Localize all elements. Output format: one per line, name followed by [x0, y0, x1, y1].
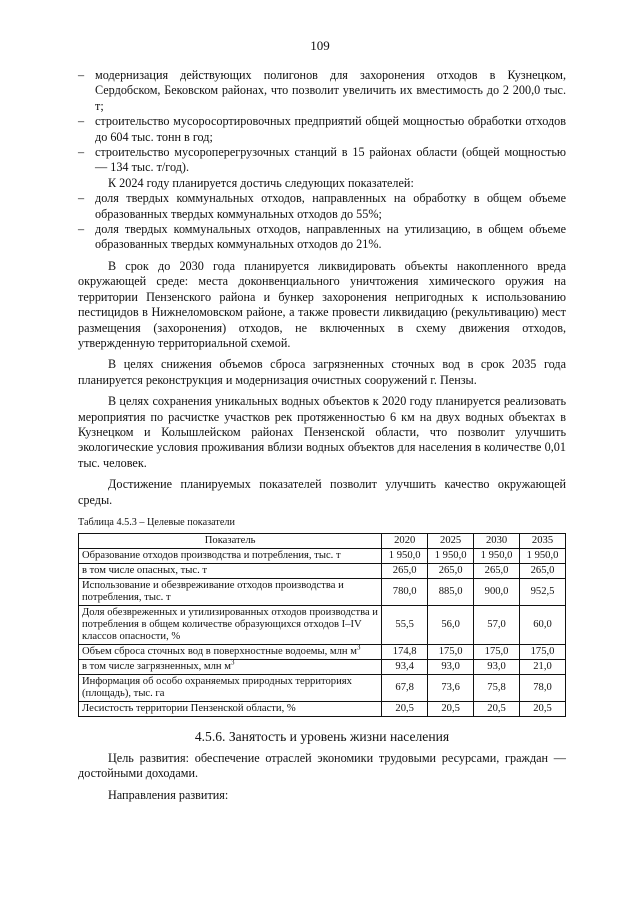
- indicator-name-text: Объем сброса сточных вод в поверхностные водоемы, млн м: [82, 646, 357, 658]
- paragraph-2020: В целях сохранения уникальных водных объектов к 2020 году планируется реализовать мероприятия по расчистке участков рек протяженностью 6 км на двух водных объектах в Кузнецком и Колышлейском районах Пензенской области, что позволит улучшить экологические условия проживания вблизи водных объектов для населения в количестве 0,01 тыс. человек.: [78, 394, 566, 470]
- indicator-value: 1 950,0: [382, 549, 428, 564]
- indicator-name: [79, 675, 382, 702]
- list-item: [78, 191, 566, 222]
- list-item-text: доля твердых коммунальных отходов, направленных на утилизацию, в общем объеме образованных твердых коммунальных отходов до 21%.: [95, 222, 566, 252]
- indicator-value: 75,8: [474, 675, 520, 702]
- list-item-text: строительство мусороперегрузочных станций в 15 районах области (общей мощностью — 134 тыс. т/год).: [95, 145, 566, 175]
- indicator-value: 73,6: [428, 675, 474, 702]
- paragraph-2035: В целях снижения объемов сброса загрязненных сточных вод в срок 2035 года планируется реконструкция и модернизация очистных сооружений г. Пензы.: [78, 357, 566, 387]
- unit-superscript: 3: [356, 643, 361, 652]
- goal-paragraph: Цель развития: обеспечение отраслей экономики трудовыми ресурсами, граждан — достойными доходами.: [78, 750, 566, 781]
- indicator-value: 175,0: [428, 645, 474, 660]
- indicator-value: 885,0: [428, 579, 474, 606]
- paragraph-summary: Достижение планируемых показателей позволит улучшить качество окружающей среды.: [78, 477, 566, 507]
- dash-marker: –: [78, 68, 85, 82]
- column-header: 2030: [474, 534, 520, 549]
- indicator-name: [79, 564, 382, 579]
- targets-2024-intro: К 2024 году планируется достичь следующих показателей:: [108, 175, 414, 190]
- indicator-value: 175,0: [474, 645, 520, 660]
- table-row: [79, 549, 566, 564]
- column-header: 2035: [520, 534, 566, 549]
- bullet-list-2024: [78, 191, 566, 253]
- page-content: [78, 68, 566, 803]
- list-item-text: строительство мусоросортировочных предприятий общей мощностью обработки отходов до 604 тыс. тонн в год;: [95, 114, 566, 144]
- indicator-value: 174,8: [382, 645, 428, 660]
- indicator-value: 60,0: [520, 606, 566, 645]
- dash-marker: –: [78, 222, 85, 237]
- indicator-name-text: Доля обезвреженных и утилизированных отходов производства и потребления в общем количестве образующихся отходов I–IV классов опасности, %: [82, 607, 378, 643]
- table-row: [79, 645, 566, 660]
- indicator-value: 265,0: [474, 564, 520, 579]
- table-row: [79, 606, 566, 645]
- indicator-name: [79, 660, 382, 675]
- column-header: 2025: [428, 534, 474, 549]
- bullet-list-top: [78, 68, 566, 176]
- indicator-name-text: Образование отходов производства и потребления, тыс. т: [82, 550, 341, 562]
- indicator-value: 56,0: [428, 606, 474, 645]
- list-item-text: доля твердых коммунальных отходов, направленных на обработку в общем объеме образованных твердых коммунальных отходов до 55%;: [95, 191, 566, 221]
- indicator-value: 900,0: [474, 579, 520, 606]
- section-title: 4.5.6. Занятость и уровень жизни населения: [194, 729, 450, 745]
- indicator-name: [79, 579, 382, 606]
- indicator-name: [79, 606, 382, 645]
- indicator-value: 93,4: [382, 660, 428, 675]
- indicator-name-text: в том числе опасных, тыс. т: [82, 565, 208, 577]
- table-row: [79, 702, 566, 717]
- paragraph-2030: В срок до 2030 года планируется ликвидировать объекты накопленного вреда окружающей среде: места доконвенциального уничтожения химического оружия на территории Пензенского района и бункер захоронения непригодных к использованию пестицидов в Нижнеломовском районе, а также провести ликвидацию (рекультивацию) мест размещения (захоронения) отходов, не включенных в схему движения отходов, утвержденную территориальной схемой.: [78, 258, 566, 350]
- indicator-name-text: в том числе загрязненных, млн м: [82, 661, 231, 673]
- dash-marker: –: [78, 145, 85, 160]
- indicator-name-text: Информация об особо охраняемых природных территориях (площадь), тыс. га: [82, 676, 352, 700]
- column-header: 2020: [382, 534, 428, 549]
- indicator-value: 93,0: [474, 660, 520, 675]
- indicator-value: 265,0: [428, 564, 474, 579]
- unit-superscript: 3: [230, 658, 235, 667]
- indicator-name: [79, 549, 382, 564]
- indicator-value: 1 950,0: [474, 549, 520, 564]
- dash-marker: –: [78, 114, 85, 129]
- list-item-text: модернизация действующих полигонов для захоронения отходов в Кузнецком, Сердобском, Бековском районах, что позволит увеличить их вместимость до 2 200,0 тыс. т;: [95, 68, 566, 113]
- indicator-value: 780,0: [382, 579, 428, 606]
- indicator-value: 55,5: [382, 606, 428, 645]
- indicator-name: [79, 645, 382, 660]
- indicator-value: 21,0: [520, 660, 566, 675]
- indicator-value: 952,5: [520, 579, 566, 606]
- indicator-value: 20,5: [474, 702, 520, 717]
- indicator-value: 57,0: [474, 606, 520, 645]
- indicator-value: 20,5: [428, 702, 474, 717]
- target-indicators-table: [78, 533, 566, 717]
- table-row: [79, 564, 566, 579]
- indicator-value: 175,0: [520, 645, 566, 660]
- table-body: [79, 549, 566, 717]
- page-number: 109: [310, 38, 330, 53]
- indicator-value: 20,5: [382, 702, 428, 717]
- table-row: [79, 675, 566, 702]
- indicator-value: 93,0: [428, 660, 474, 675]
- indicator-name: [79, 702, 382, 717]
- dash-marker: –: [78, 191, 85, 206]
- list-item: [78, 68, 566, 114]
- indicator-value: 78,0: [520, 675, 566, 702]
- indicator-name-text: Лесистость территории Пензенской области, %: [82, 703, 296, 715]
- list-item: [78, 114, 566, 145]
- table-row: [79, 579, 566, 606]
- indicator-value: 1 950,0: [520, 549, 566, 564]
- column-header: Показатель: [79, 534, 382, 549]
- indicator-value: 265,0: [382, 564, 428, 579]
- indicator-value: 265,0: [520, 564, 566, 579]
- table-caption: Таблица 4.5.3 – Целевые показатели: [78, 516, 235, 528]
- list-item: [78, 145, 566, 176]
- indicator-value: 1 950,0: [428, 549, 474, 564]
- table-row: [79, 660, 566, 675]
- indicator-name-text: Использование и обезвреживание отходов производства и потребления, тыс. т: [82, 580, 344, 604]
- list-item: [78, 222, 566, 253]
- indicator-value: 67,8: [382, 675, 428, 702]
- table-header-row: [79, 534, 566, 549]
- directions-heading: Направления развития:: [108, 787, 229, 802]
- indicator-value: 20,5: [520, 702, 566, 717]
